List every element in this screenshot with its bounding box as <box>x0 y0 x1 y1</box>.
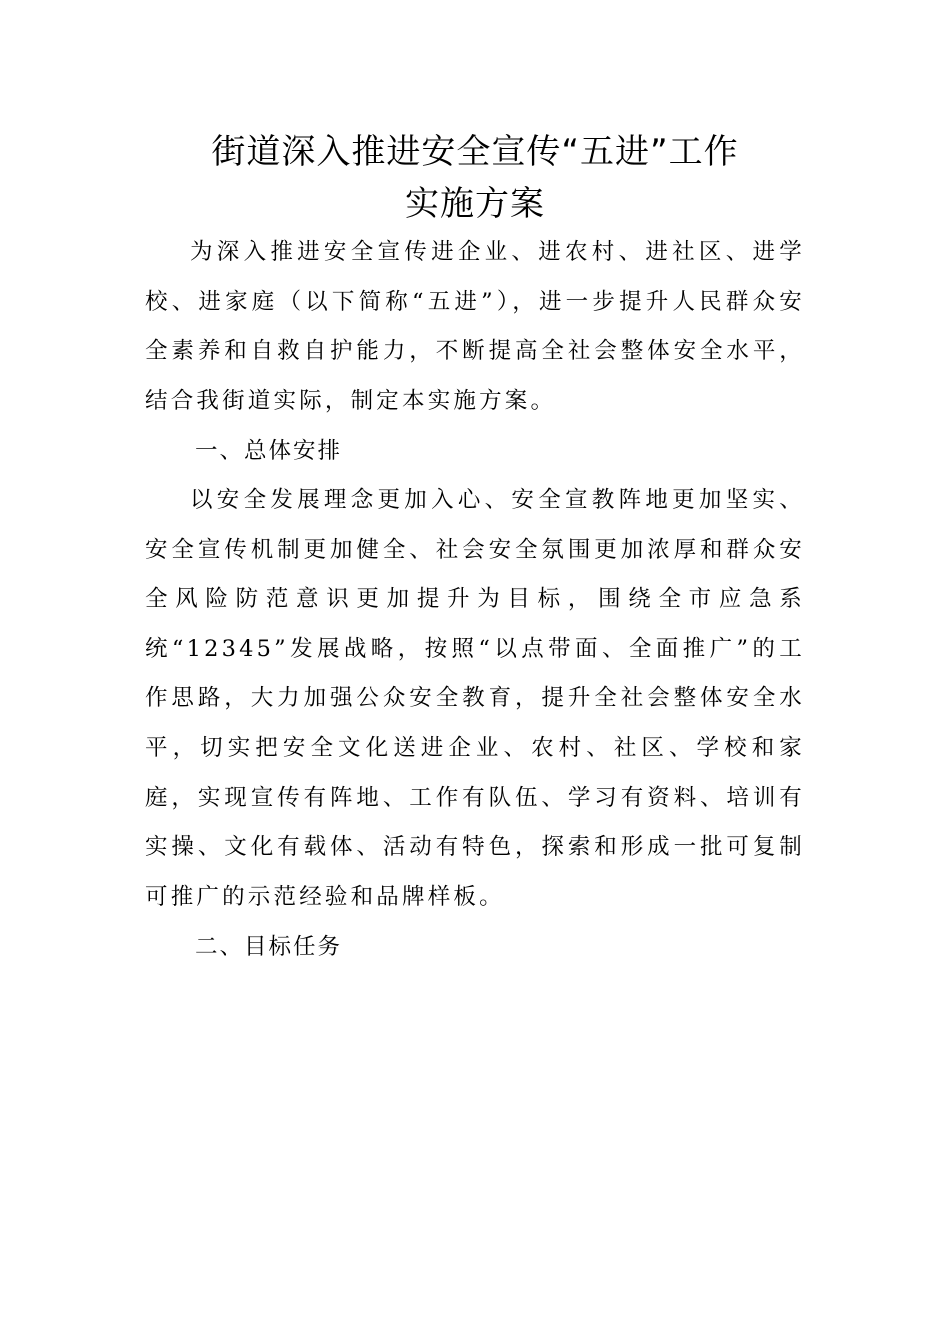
intro-paragraph: 为深入推进安全宣传进企业、进农村、进社区、进学校、进家庭（以下简称“五进”），进一步提升人民群众安全素养和自救自护能力，不断提高全社会整体安全水平，结合我街道实际，制定本实施方案。 <box>145 239 805 414</box>
document-title: 街道深入推进安全宣传“五进”工作 <box>211 132 739 172</box>
document-subtitle: 实施方案 <box>405 184 545 224</box>
section-paragraph-overall-arrangement: 以安全发展理念更加入心、安全宣教阵地更加坚实、安全宣传机制更加健全、社会安全氛围更加浓厚和群众安全风险防范意识更加提升为目标，围绕全市应急系统“12345”发展战略，按照“以点带面、全面推广”的工作思路，大力加强公众安全教育，提升全社会整体安全水平，切实把安全文化送进企业、农村、社区、学校和家庭，实现宣传有阵地、工作有队伍、学习有资料、培训有实操、文化有载体、活动有特色，探索和形成一批可复制可推广的示范经验和品牌样板。 <box>145 487 805 910</box>
section-heading-goals-tasks: 二、目标任务 <box>195 934 343 960</box>
section-heading-overall-arrangement: 一、总体安排 <box>195 438 343 464</box>
